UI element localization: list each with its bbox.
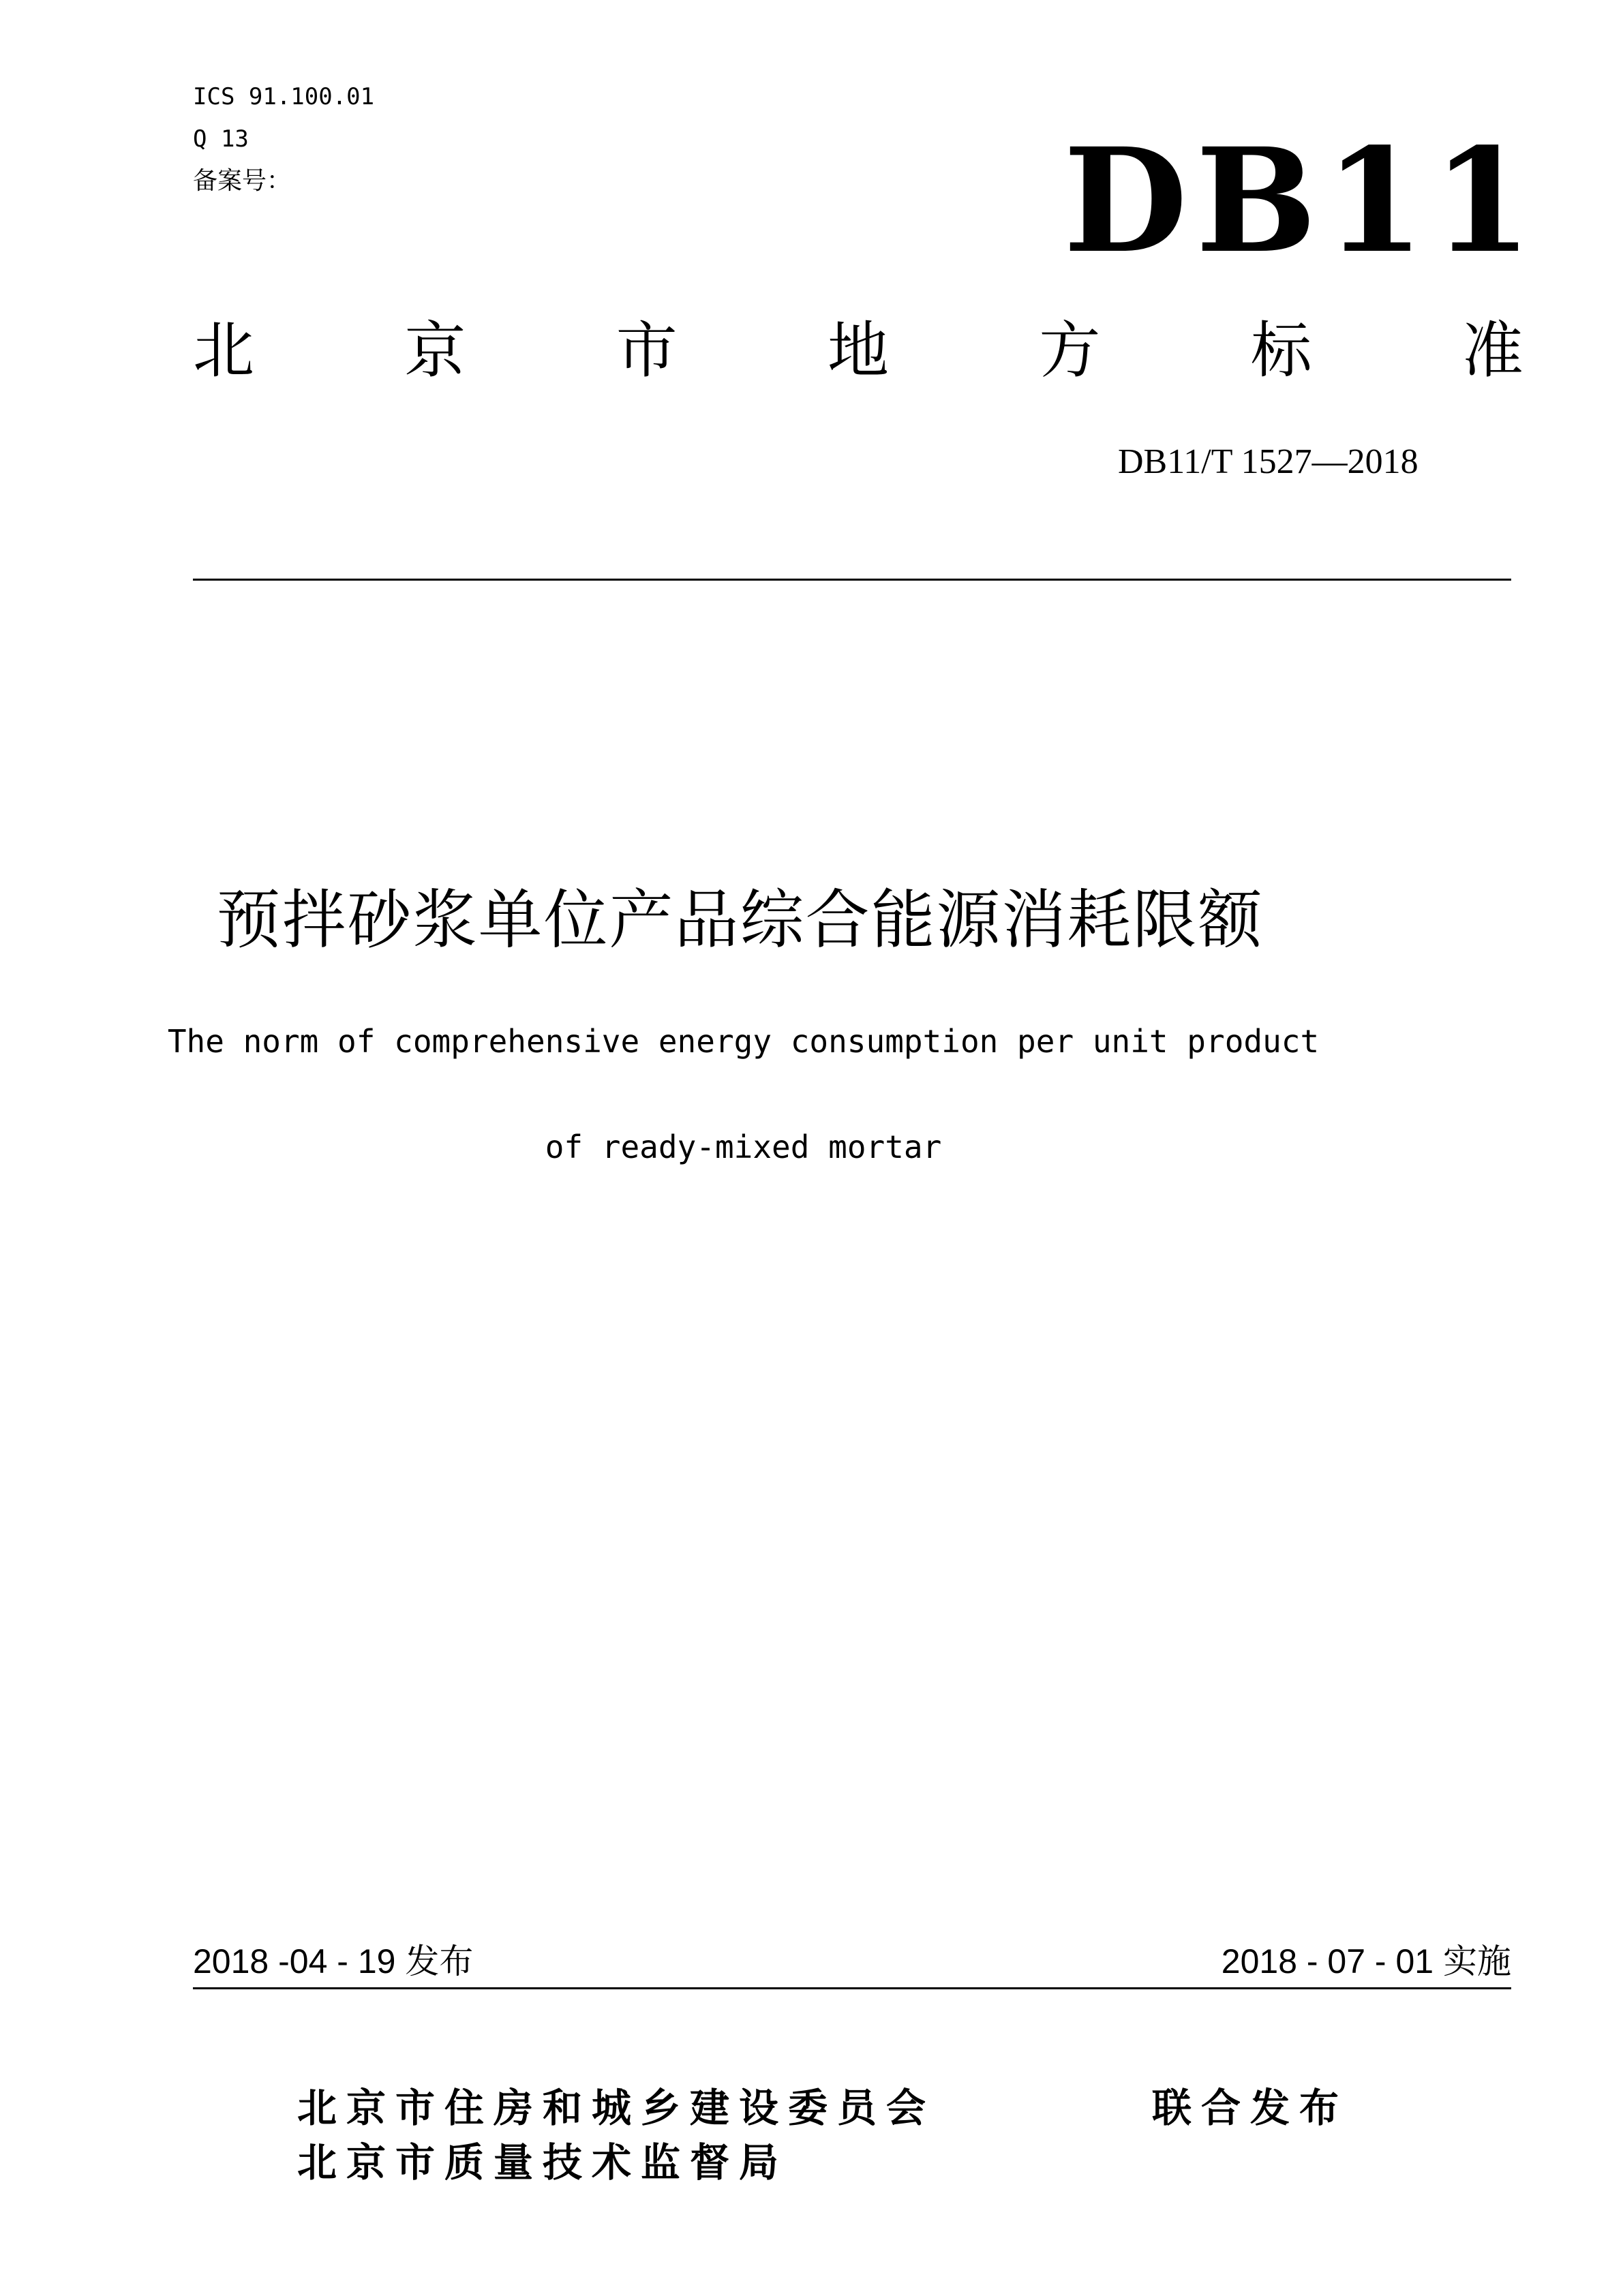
joint-issue-label: 联合发布	[1152, 2085, 1349, 2131]
ics-code: ICS 91.100.01	[193, 83, 375, 110]
issue-date: 2018 -04 - 19 发布	[193, 1942, 474, 1980]
standard-type-char: 京	[404, 315, 466, 386]
standard-type-char: 方	[1039, 315, 1101, 386]
db11-logo: DB11	[1063, 117, 1541, 285]
issuer-quality-bureau: 北京市质量技术监督局	[297, 2139, 789, 2186]
standard-type-char: 市	[616, 315, 678, 386]
title-english-line-1: The norm of comprehensive energy consumption per unit product	[167, 1023, 1320, 1060]
standard-number: DB11/T 1527—2018	[1118, 442, 1419, 481]
title-english-line-2: of ready-mixed mortar	[545, 1129, 942, 1165]
standard-type-heading	[193, 317, 1523, 385]
bottom-divider	[193, 1987, 1511, 1989]
implementation-date: 2018 - 07 - 01 实施	[1221, 1942, 1511, 1980]
standard-type-char: 地	[827, 315, 889, 386]
standard-type-char: 北	[193, 315, 254, 386]
issuer-housing-commission: 北京市住房和城乡建设委员会	[297, 2085, 936, 2131]
classification-code: Q 13	[193, 125, 249, 153]
title-chinese: 预拌砂浆单位产品综合能源消耗限额	[216, 883, 1264, 958]
standard-type-char: 标	[1250, 315, 1312, 386]
registration-label: 备案号：	[193, 167, 292, 195]
standard-type-char: 准	[1461, 315, 1523, 386]
top-divider	[193, 579, 1511, 581]
